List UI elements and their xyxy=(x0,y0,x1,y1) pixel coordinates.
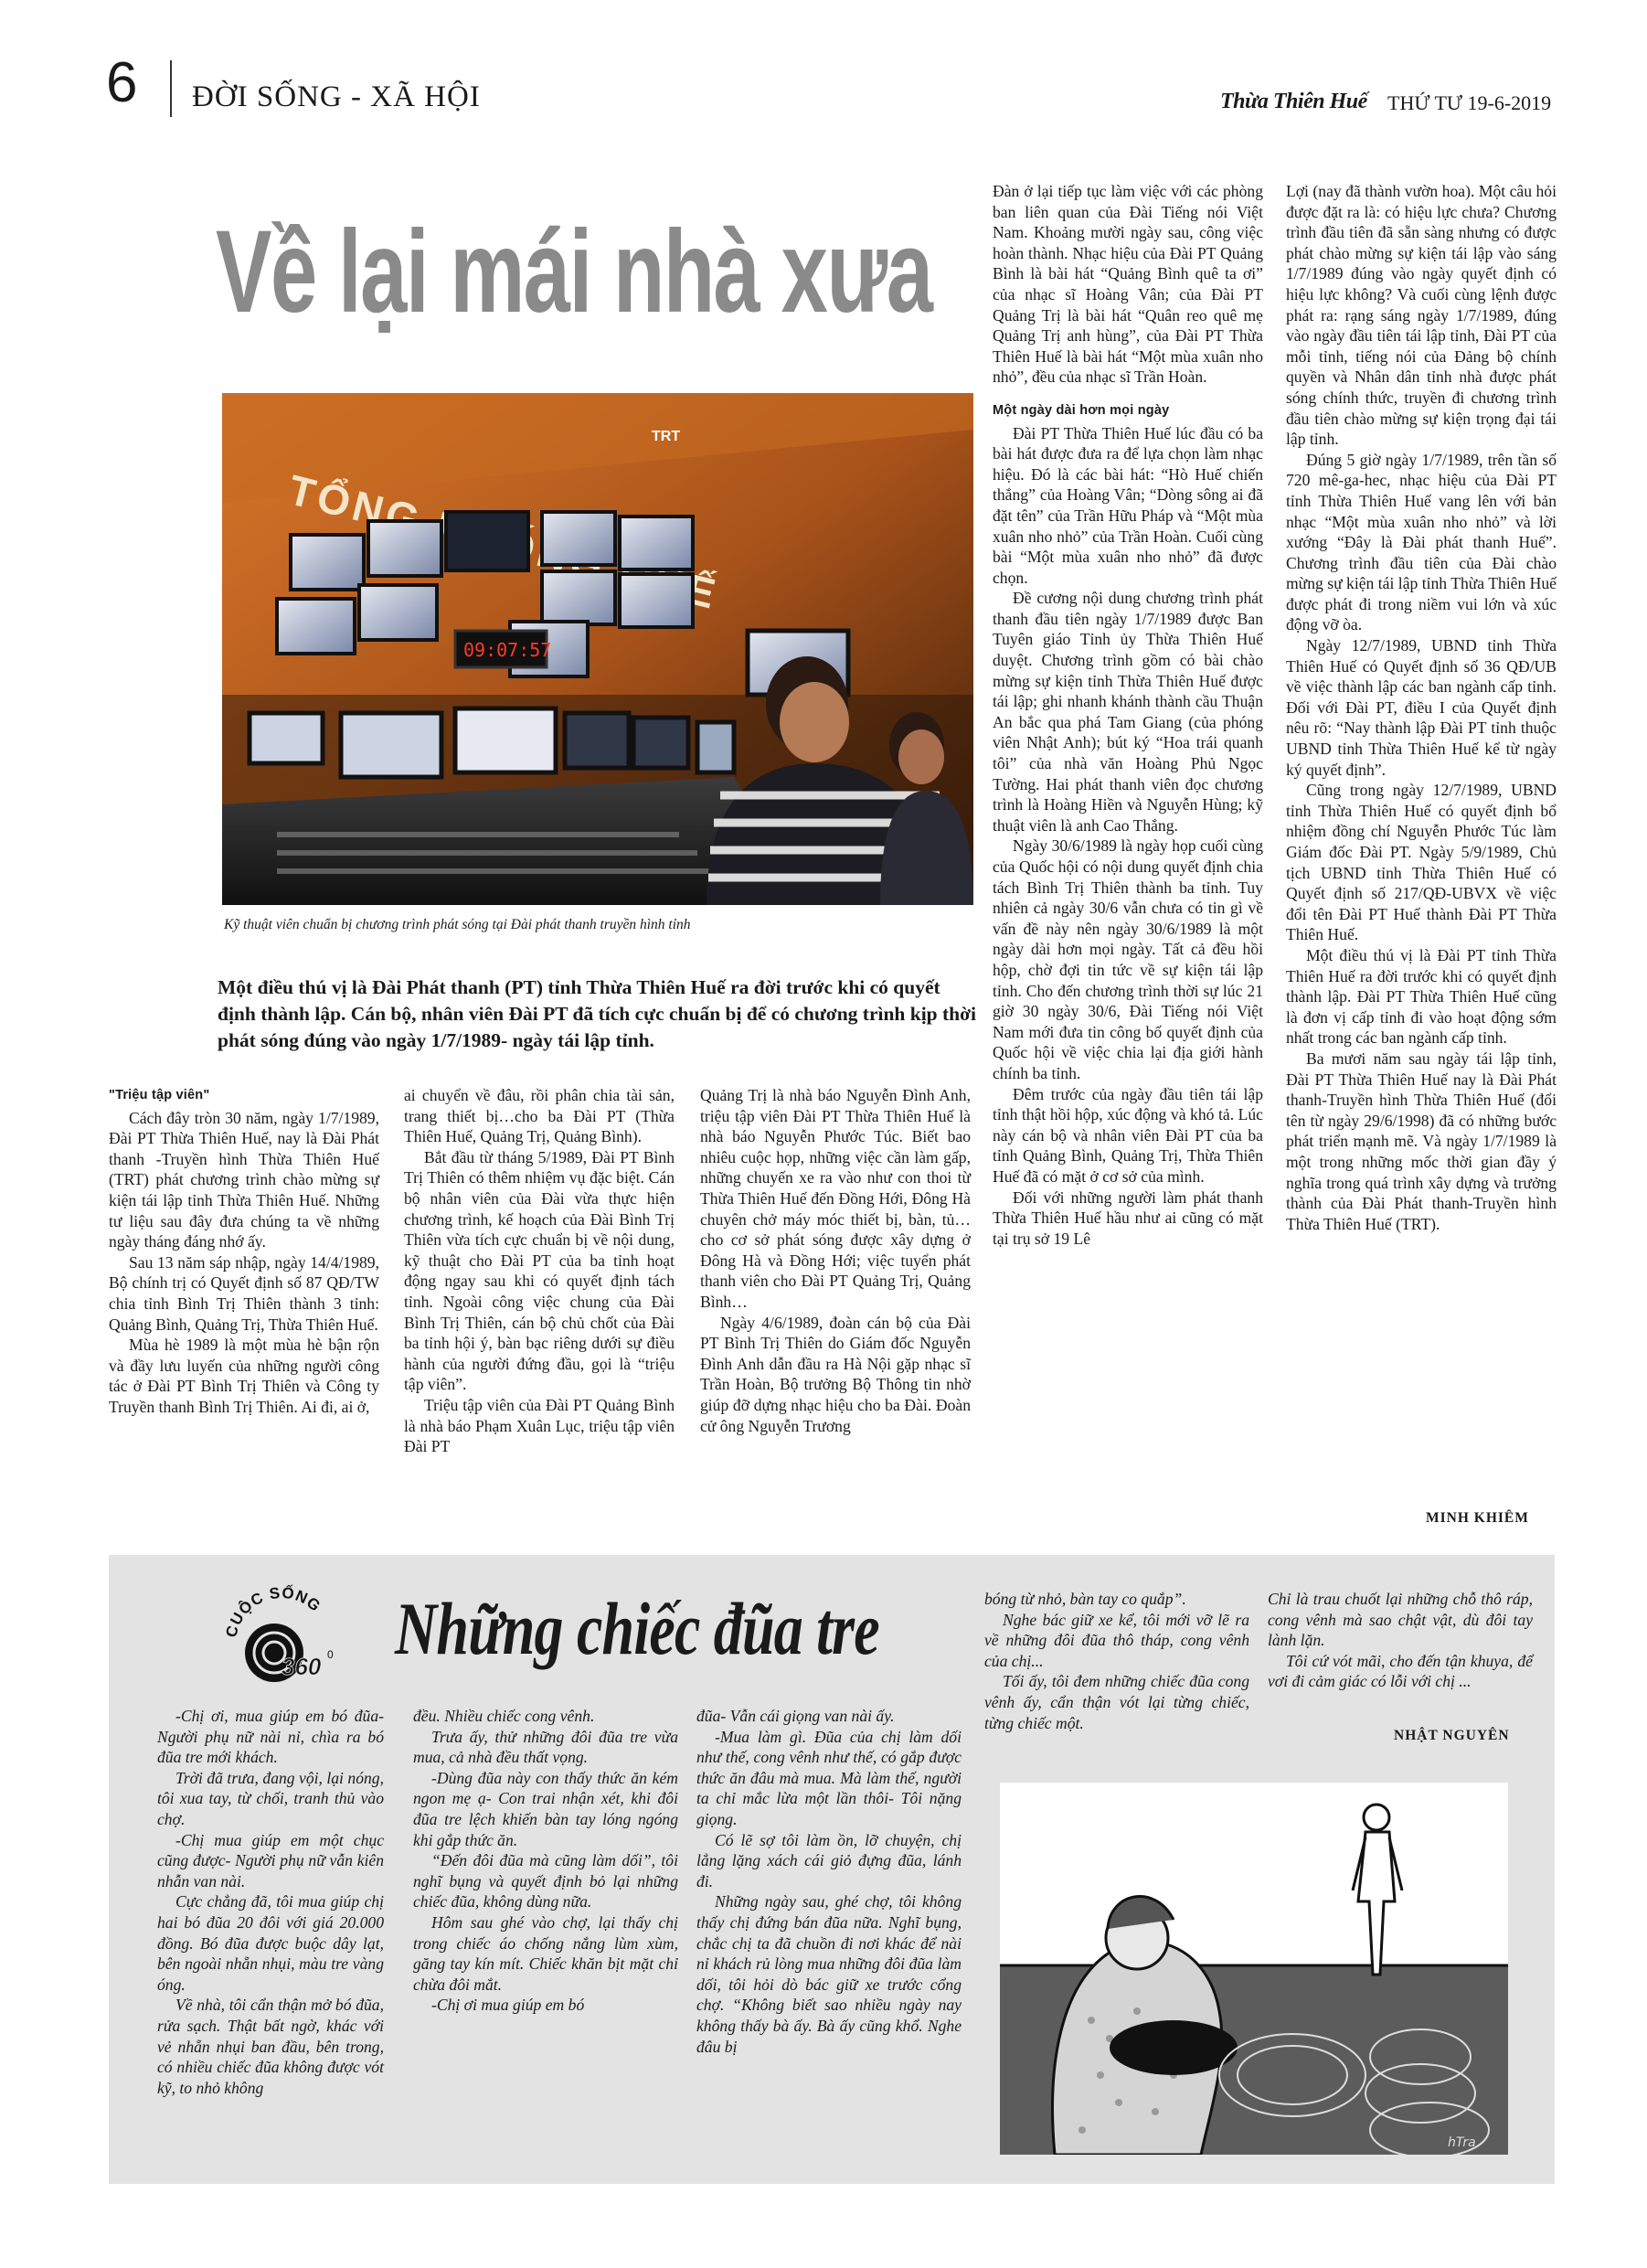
article-headline: Về lại mái nhà xưa xyxy=(216,207,932,337)
paragraph: bóng từ nhỏ, bàn tay co quắp”. xyxy=(984,1590,1186,1608)
article-lede: Một điều thú vị là Đài Phát thanh (PT) tỉnh Thừa Thiên Huế ra đời trước khi có quyết định thành lập. Cán bộ, nhân viên Đài PT đã tích cực chuẩn bị để có chương trình kịp thời phát sóng đúng vào ngày 1/7/1989- ngày tái lập tỉnh. xyxy=(218,976,977,1051)
paragraph: “Đến đôi đũa mà cũng làm dối”, tôi nghĩ bụng và quyết định bỏ lại những chiếc đũa, không dùng nữa. xyxy=(413,1851,678,1911)
article-column-2 xyxy=(404,1085,675,1457)
page-number: 6 xyxy=(106,51,138,114)
paragraph: Sau 13 năm sáp nhập, ngày 14/4/1989, Bộ chính trị có Quyết định số 87 QĐ/TW chia tỉnh Bình Trị Thiên thành 3 tỉnh: Quảng Bình, Quảng Trị, Thừa Thiên Huế. xyxy=(109,1252,379,1334)
paragraph: Chỉ là trau chuốt lại những chỗ thô ráp, cong vênh mà sao chật vật, dù đôi tay lành lặn. xyxy=(1268,1590,1533,1650)
article-column-4 xyxy=(993,181,1263,1249)
paragraph: -Chị ơi, mua giúp em bó đũa- Người phụ nữ nài nỉ, chìa ra bó đũa tre mới khách. xyxy=(157,1707,384,1767)
logo-arc-text: CUỘC SỐNG xyxy=(222,1583,324,1639)
paragraph: Triệu tập viên của Đài PT Quảng Bình là nhà báo Phạm Xuân Lục, triệu tập viên Đài PT xyxy=(404,1395,675,1456)
cuoc-song-360-logo xyxy=(218,1580,345,1686)
paragraph: Cũng trong ngày 12/7/1989, UBND tỉnh Thừa Thiên Huế có quyết định bổ nhiệm đồng chí Nguyễn Phước Túc làm Giám đốc Đài PT. Ngày 5/9/1989, Chủ tịch UBND tỉnh Thừa Thiên Huế có Quyết định số 217/QĐ-UBVX về việc đổi tên Đài PT Huế thành Đài PT Thừa Thiên Huế. xyxy=(1286,781,1557,944)
paragraph: Lợi (nay đã thành vườn hoa). Một câu hỏi được đặt ra là: có hiệu lực chưa? Chương trình đầu tiên đã sẵn sàng nhưng có được phát chào mừng sự kiện tái lập vào sáng 1/7/1989 đúng vào ngày quyết định có hiệu lực không? Và cuối cùng lệnh được phát ra: rạng sáng ngày 1/7/1989, đúng vào ngày đầu tiên tái lập tỉnh, Đài PT của mỗi tỉnh, tiếng nói của Đảng bộ chính quyền và Nhân dân tỉnh nhà được phát sóng chính thức, truyền đi chương trình đầu tiên chào mừng sự kiện trọng đại tái lập tỉnh. xyxy=(1286,182,1557,449)
paragraph: Đài PT Thừa Thiên Huế lúc đầu có ba bài hát được đưa ra để lựa chọn làm nhạc hiệu. Đó là các bài hát: “Hò Huế chiến thắng” của Hoàng Vân; “Dòng sông ai đã đặt tên” của Trần Hữu Pháp và “Một mùa xuân nho nhỏ” của Trần Hoàn. Cuối cùng bài “Một mùa xuân nho nhỏ” đã được chọn. xyxy=(993,423,1263,587)
logo-degree: 0 xyxy=(327,1648,334,1661)
paragraph: Có lẽ sợ tôi làm ồn, lỡ chuyện, chị lẳng lặng xách cái giỏ đựng đũa, lánh đi. xyxy=(696,1830,962,1890)
paragraph: Quảng Trị là nhà báo Nguyễn Đình Anh, triệu tập viên Đài PT Thừa Thiên Huế là nhà báo Nguyễn Phước Túc. Biết bao nhiêu cuộc họp, những việc cần làm gấp, những chuyến xe ra vào như con thoi từ Thừa Thiên Huế đến Đồng Hới, Đông Hà chuyên chở máy móc thiết bị, bàn, tủ…cho cơ sở phát sóng được xây dựng ở Đông Hà và Đồng Hới; việc tuyển phát thanh viên cho Đài PT Quảng Trị, Quảng Bình… xyxy=(700,1086,971,1311)
paragraph: Ngày 30/6/1989 là ngày họp cuối cùng của Quốc hội có nội dung quyết định chia tách Bình Trị Thiên thành ba tỉnh. Tuy nhiên cả ngày 30/6 vẫn chưa có tin gì về vấn đề này nên ngày 30/6/1989 là một ngày dài hơn mọi ngày. Tất cả đều hồi hộp, chờ đợi tin tức về sự kiện tái lập tỉnh. Cho đến chương trình thời sự lúc 21 giờ 30 ngày 30/6, Đài Tiếng nói Việt Nam mới đưa tin công bố quyết định của Quốc hội về việc chia lại địa giới hành chính ba tỉnh. xyxy=(993,836,1263,1082)
paragraph: Mùa hè 1989 là một mùa hè bận rộn và đầy lưu luyến của những người công tác ở Đài PT Bình Trị Thiên và Công ty Truyền thanh Bình Trị Thiên. Ai đi, ai ở, xyxy=(109,1336,379,1416)
paragraph: Nghe bác giữ xe kể, tôi mới vỡ lẽ ra về những đôi đũa thô tháp, cong vênh của chị... xyxy=(984,1610,1249,1670)
paragraph: Bắt đầu từ tháng 5/1989, Đài PT Bình Trị Thiên có thêm nhiệm vụ đặc biệt. Cán bộ nhân viên của Đài vừa thực hiện chương trình, kế hoạch của Đài Bình Trị Thiên vừa tích cực chuẩn bị về nội dung, kỹ thuật cho Đài PT của ba tỉnh hoạt động ngay sau khi có quyết định tách tỉnh. Ngoài công việc chung của Đài Bình Trị Thiên, cán bộ chủ chốt của Đài ba tỉnh hội ý, bàn bạc riêng dưới sự điều hành của người đứng đầu, gọi là “triệu tập viên”. xyxy=(404,1147,675,1394)
paragraph: đều. Nhiều chiếc cong vênh. xyxy=(413,1707,595,1725)
story-column-3 xyxy=(696,1706,962,2057)
paragraph: Đối với những người làm phát thanh Thừa Thiên Huế hầu như ai cũng có mặt tại trụ sở 19 Lê xyxy=(993,1187,1263,1248)
paragraph: -Chị ơi mua giúp em bó xyxy=(431,1996,585,2015)
paragraph: Hôm sau ghé vào chợ, lại thấy chị trong chiếc áo chống nắng lùm xùm, găng tay kín mít. Chiếc khăn bịt mặt chỉ chừa đôi mắt. xyxy=(413,1912,678,1994)
photo-caption: Kỹ thuật viên chuẩn bị chương trình phát sóng tại Đài phát thanh truyền hình tỉnh xyxy=(224,917,691,932)
paragraph: Trưa ấy, thử những đôi đũa tre vừa mua, cả nhà đều thất vọng. xyxy=(413,1727,678,1767)
photo-logo-text: TRT xyxy=(652,429,681,444)
paragraph: Đúng 5 giờ ngày 1/7/1989, trên tần số 720 mê-ga-hec, nhạc hiệu của Đài PT tỉnh Thừa Thiên Huế vang lên với bản nhạc “Một mùa xuân nho nhỏ” và lời xướng “Đây là Đài phát thanh Huế”. Chương trình đầu tiên của Đài chào mừng sự kiện tái lập tỉnh Thừa Thiên Huế được phát đi trong niềm vui lớn và xúc động vỡ òa. xyxy=(1286,450,1557,634)
story-title: Những chiếc đũa tre xyxy=(395,1587,879,1670)
paragraph: Ngày 12/7/1989, UBND tỉnh Thừa Thiên Huế có Quyết định số 36 QĐ/UB về việc thành lập các ban ngành cấp tỉnh. Đối với Đài PT, điều I của Quyết định nêu rõ: “Nay thành lập Đài PT tỉnh thuộc UBND tỉnh Thừa Thiên Huế kể từ ngày ký quyết định”. xyxy=(1286,636,1557,779)
subheading: "Triệu tập viên" xyxy=(109,1088,210,1102)
paragraph: Tối ấy, tôi đem những chiếc đũa cong vênh ấy, cẩn thận vót lại từng chiếc, từng chiếc một. xyxy=(984,1672,1249,1732)
paragraph: Đàn ở lại tiếp tục làm việc với các phòng ban liên quan của Đài Tiếng nói Việt Nam. Khoảng mười ngày sau, công việc hoàn thành. Nhạc hiệu của Đài PT Quảng Bình là bài hát “Quảng Bình quê ta ơi” của nhạc sĩ Hoàng Vân; của Đài PT Quảng Trị là bài hát “Quân reo quê mẹ Quảng Trị anh hùng”, của Đài PT Thừa Thiên Huế là bài hát “Một mùa xuân nho nhỏ”, đều của nhạc sĩ Trần Hoàn. xyxy=(993,182,1263,387)
article-photo xyxy=(222,393,973,905)
subheading: Một ngày dài hơn mọi ngày xyxy=(993,402,1170,418)
paragraph: Về nhà, tôi cẩn thận mở bó đũa, rửa sạch. Thật bất ngờ, khác với vẻ nhẵn nhụi ban đầu, bên trong, có nhiều chiếc đũa không được vót kỹ, to nhỏ không xyxy=(157,1996,384,2097)
photo-clock-text: 09:07:57 xyxy=(463,639,552,661)
control-room-photo xyxy=(222,393,973,905)
paragraph: -Dùng đũa này con thấy thức ăn kém ngon mẹ ạ- Con trai nhận xét, khi đôi đũa tre lệch khiến bàn tay lóng ngóng khi gắp thức ăn. xyxy=(413,1768,678,1849)
article-column-1 xyxy=(109,1085,379,1418)
photo-sign-text: TỔNG xyxy=(283,465,428,545)
story-column-4 xyxy=(984,1589,1249,1733)
article-column-5 xyxy=(1286,181,1557,1234)
story-column-5 xyxy=(1268,1589,1533,1692)
section-title: ĐỜI SỐNG - XÃ HỘI xyxy=(192,80,481,113)
story-column-2 xyxy=(413,1706,678,2016)
article-byline: MINH KHIÊM xyxy=(1426,1510,1529,1526)
story-illustration xyxy=(1000,1783,1508,2155)
article-column-3 xyxy=(700,1085,971,1436)
header-divider xyxy=(170,60,172,117)
paragraph: đũa- Vẫn cái giọng van nài ấy. xyxy=(696,1707,895,1725)
story-byline: NHẬT NGUYÊN xyxy=(1394,1728,1510,1743)
paragraph: -Chị mua giúp em một chục cũng được- Người phụ nữ vẫn kiên nhẫn van nài. xyxy=(157,1830,384,1890)
paragraph: ai chuyển về đâu, rồi phân chia tài sản, trang thiết bị…cho ba Đài PT (Thừa Thiên Huế, Quảng Trị, Quảng Bình). xyxy=(404,1086,675,1146)
issue-date: THỨ TƯ 19-6-2019 xyxy=(1387,91,1552,114)
paragraph: Đề cương nội dung chương trình phát thanh đầu tiên ngày 1/7/1989 được Ban Tuyên giáo Tỉnh ủy Thừa Thiên Huế duyệt. Chương trình gồm có bài chào mừng sự kiện tỉnh Thừa Thiên Huế được tái lập; ghi nhanh khánh thành cầu Thuận An bắc qua phá Tam Giang (của phóng viên Nhật Anh); bút ký “Hoa trái quanh tôi” của nhà văn Hoàng Phủ Ngọc Tường. Hai phát thanh viên đọc chương trình là Hoàng Hiền và Nguyễn Hùng; kỹ thuật viên là anh Cao Thắng. xyxy=(993,589,1263,835)
story-column-1 xyxy=(157,1706,384,2098)
paragraph: Trời đã trưa, đang vội, lại nóng, tôi xua tay, từ chối, tranh thủ vào chợ. xyxy=(157,1768,384,1828)
paragraph: Một điều thú vị là Đài PT tỉnh Thừa Thiên Huế ra đời trước khi có quyết định thành lập. Đài PT Thừa Thiên Huế cũng là đơn vị cấp tỉnh đi vào hoạt động sớm nhất trong các ban ngành cấp tỉnh. xyxy=(1286,945,1557,1048)
paragraph: Ngày 4/6/1989, đoàn cán bộ của Đài PT Bình Trị Thiên do Giám đốc Nguyễn Đình Anh dẫn đầu ra Hà Nội gặp nhạc sĩ Trần Hoàn, Bộ trưởng Bộ Thông tin nhờ giúp đỡ dựng nhạc hiệu cho ba Đài. Đoàn cử ông Nguyễn Trương xyxy=(700,1313,971,1435)
paragraph: Cách đây tròn 30 năm, ngày 1/7/1989, Đài PT Thừa Thiên Huế, nay là Đài Phát thanh -Truyền hình Thừa Thiên Huế (TRT) phát chương trình chào mừng sự kiện tái lập tỉnh Thừa Thiên Huế. Những tư liệu sau đây đưa chúng ta về những ngày tháng đáng nhớ ấy. xyxy=(109,1108,379,1251)
newspaper-name: Thừa Thiên Huế xyxy=(1220,90,1367,113)
paragraph: Cực chẳng đã, tôi mua giúp chị hai bó đũa 20 đôi với giá 20.000 đồng. Bó đũa được buộc dây lạt, bên ngoài nhẵn nhụi, màu tre vàng óng. xyxy=(157,1892,384,1994)
paragraph: -Mua làm gì. Đũa của chị làm dối như thế, cong vênh như thế, có gắp được thức ăn đâu mà mua. Mà làm thế, người ta chỉ mắc lừa một lần thôi- Tôi nặng giọng. xyxy=(696,1727,962,1828)
illustration-signature: hTra xyxy=(1448,2135,1476,2150)
paragraph: Ba mươi năm sau ngày tái lập tỉnh, Đài PT Thừa Thiên Huế nay là Đài Phát thanh-Truyền hình Thừa Thiên Huế (đổi tên từ ngày 29/6/1998) đã có những bước phát triển mạnh mẽ. Và ngày 1/7/1989 là một trong những mốc thời gian đầy ý nghĩa trong quá trình xây dựng và trưởng thành của Đài Phát thanh-Truyền hình Thừa Thiên Huế (TRT). xyxy=(1286,1049,1557,1233)
paragraph: Đêm trước của ngày đầu tiên tái lập tỉnh thật hồi hộp, xúc động và khó tả. Lúc này cán bộ và nhân viên Đài PT của ba tỉnh Quảng Bình, Quảng Trị, Thừa Thiên Huế đã có mặt ở cơ sở của mình. xyxy=(993,1084,1263,1186)
paragraph: Những ngày sau, ghé chợ, tôi không thấy chị đứng bán đũa nữa. Nghĩ bụng, chắc chị ta đã chuồn đi nơi khác để nài nỉ khách rủ lòng mua những đôi đũa làm dối, tôi hỏi dò bác giữ xe trước cổng chợ. “Không biết sao nhiều ngày nay không thấy bà ấy. Bà ấy cũng khổ. Nghe đâu bị xyxy=(696,1892,962,2056)
logo-number: 360 xyxy=(282,1653,322,1680)
paragraph: Tôi cứ vót mãi, cho đến tận khuya, để vơi đi cảm giác có lỗi với chị ... xyxy=(1268,1651,1533,1691)
